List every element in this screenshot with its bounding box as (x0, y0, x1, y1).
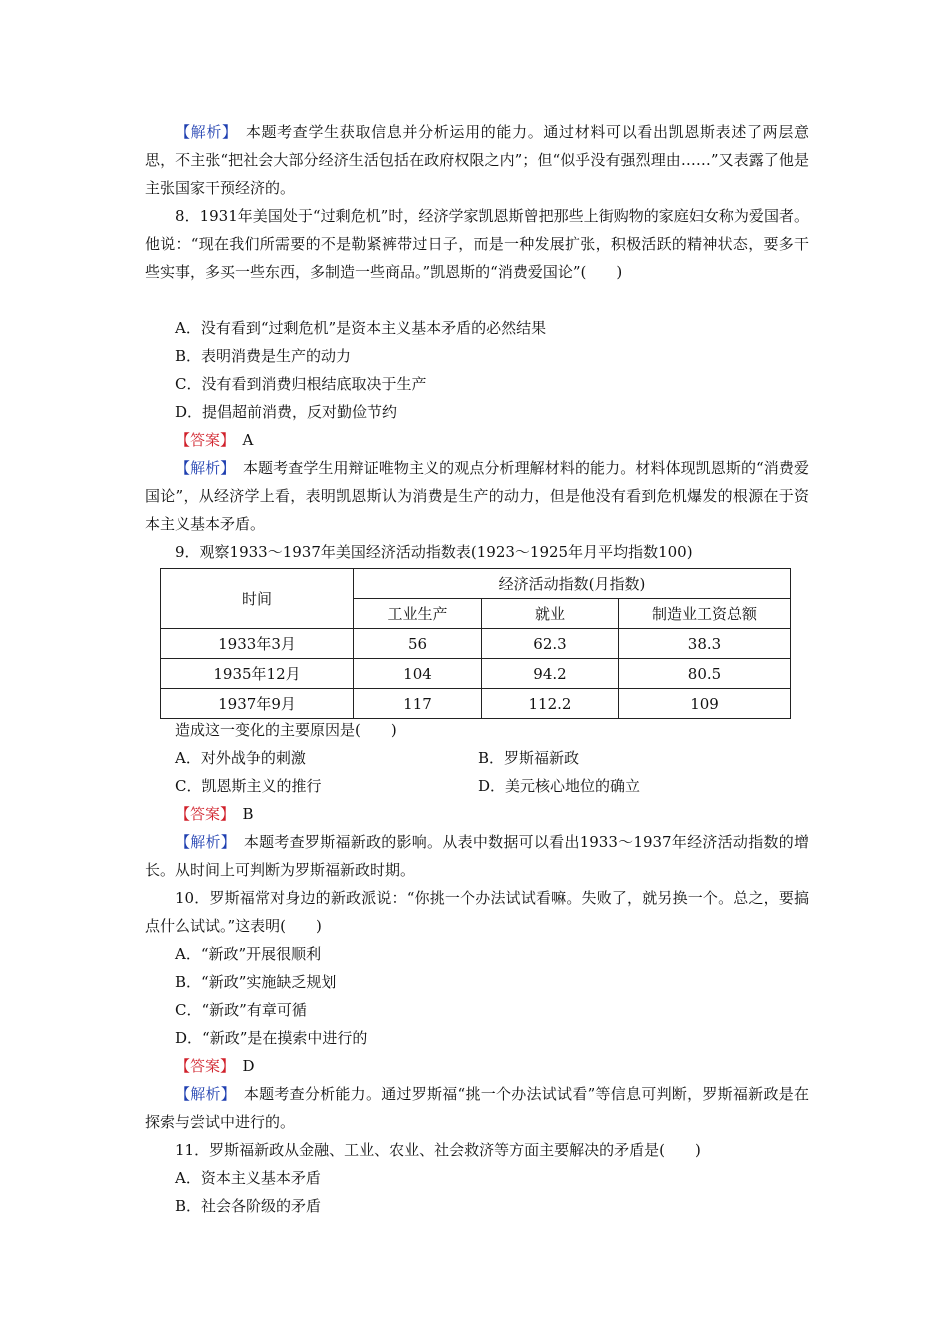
analysis-tag: 【解析】 (175, 123, 231, 141)
q10-option-d: D．“新政”是在摸索中进行的 (175, 1029, 368, 1047)
table-cell-time: 1935年12月 (161, 659, 354, 689)
table-cell-time: 1933年3月 (161, 629, 354, 659)
q10-option-b: B．“新政”实施缺乏规划 (175, 973, 337, 991)
answer-value: D (242, 1057, 255, 1075)
analysis-tag: 【解析】 (175, 833, 229, 851)
q9-option-c: C．凯恩斯主义的推行 (175, 777, 322, 795)
analysis-text: 本题考查学生获取信息并分析运用的能力。通过材料可以看出凯恩斯表述了两层意思，不主张“把社会大部分经济生活包括在政府权限之内”；但“似乎没有强烈理由……”又表露了他是主张国家干预经济的。 (145, 123, 809, 197)
analysis-text: 本题考查学生用辩证唯物主义的观点分析理解材料的能力。材料体现凯恩斯的“消费爱国论”，从经济学上看，表明凯恩斯认为消费是生产的动力，但是他没有看到危机爆发的根源在于资本主义基本矛盾。 (145, 459, 809, 533)
answer-tag: 【答案】 (175, 431, 228, 449)
q9-answer (175, 800, 254, 828)
analysis-text: 本题考查罗斯福新政的影响。从表中数据可以看出1933～1937年经济活动指数的增长。从时间上可判断为罗斯福新政时期。 (145, 833, 809, 879)
economic-index-table (160, 568, 791, 719)
table-header-time: 时间 (161, 569, 354, 629)
table-cell: 62.3 (482, 629, 619, 659)
table-cell: 56 (354, 629, 482, 659)
table-row (161, 659, 791, 689)
analysis-tag: 【解析】 (175, 459, 228, 477)
table-cell: 112.2 (482, 689, 619, 719)
table-subheader: 制造业工资总额 (619, 599, 791, 629)
table-cell: 38.3 (619, 629, 791, 659)
q8-option-c: C．没有看到消费归根结底取决于生产 (175, 375, 427, 393)
q9-question: 造成这一变化的主要原因是( ) (175, 721, 397, 739)
q10-option-a: A．“新政”开展很顺利 (175, 945, 322, 963)
q9-option-a: A．对外战争的刺激 (175, 749, 306, 767)
q10-analysis (145, 1080, 809, 1136)
q7-analysis (145, 118, 809, 202)
q11-stem: 11．罗斯福新政从金融、工业、农业、社会救济等方面主要解决的矛盾是( ) (175, 1141, 701, 1159)
q10-option-c: C．“新政”有章可循 (175, 1001, 307, 1019)
table-cell: 109 (619, 689, 791, 719)
q8-option-a: A．没有看到“过剩危机”是资本主义基本矛盾的必然结果 (175, 319, 547, 337)
table-header-group: 经济活动指数(月指数) (354, 569, 791, 599)
q8-option-d: D．提倡超前消费，反对勤俭节约 (175, 403, 398, 421)
answer-tag: 【答案】 (175, 1057, 228, 1075)
q8-analysis (145, 454, 809, 538)
q11-option-b: B．社会各阶级的矛盾 (175, 1197, 322, 1215)
q8-answer (175, 426, 253, 454)
table-cell: 117 (354, 689, 482, 719)
answer-tag: 【答案】 (175, 805, 228, 823)
q10-stem: 10．罗斯福常对身边的新政派说：“你挑一个办法试试看嘛。失败了，就另换一个。总之，要搞点什么试试。”这表明( ) (145, 889, 809, 935)
answer-value: A (242, 431, 254, 449)
table-subheader: 工业生产 (354, 599, 482, 629)
table-row (161, 629, 791, 659)
table-cell: 80.5 (619, 659, 791, 689)
answer-value: B (242, 805, 254, 823)
q9-option-b: B．罗斯福新政 (478, 749, 580, 767)
q9-analysis (145, 828, 809, 884)
table-cell: 104 (354, 659, 482, 689)
analysis-tag: 【解析】 (175, 1085, 229, 1103)
analysis-text: 本题考查分析能力。通过罗斯福“挑一个办法试试看”等信息可判断，罗斯福新政是在探索与尝试中进行的。 (145, 1085, 809, 1131)
q11-option-a: A．资本主义基本矛盾 (175, 1169, 321, 1187)
q8-stem: 8．1931年美国处于“过剩危机”时，经济学家凯恩斯曾把那些上街购物的家庭妇女称为爱国者。他说：“现在我们所需要的不是勒紧裤带过日子，而是一种发展扩张，积极活跃的精神状态，要多干些实事，多买一些东西，多制造一些商品。”凯恩斯的“消费爱国论”( ) (145, 207, 809, 281)
table-subheader: 就业 (482, 599, 619, 629)
q10-answer (175, 1052, 255, 1080)
q9-stem: 9．观察1933～1937年美国经济活动指数表(1923～1925年月平均指数100) (175, 543, 693, 561)
table-row (161, 689, 791, 719)
table-cell-time: 1937年9月 (161, 689, 354, 719)
q8-option-b: B．表明消费是生产的动力 (175, 347, 352, 365)
table-cell: 94.2 (482, 659, 619, 689)
q9-option-d: D．美元核心地位的确立 (478, 777, 641, 795)
